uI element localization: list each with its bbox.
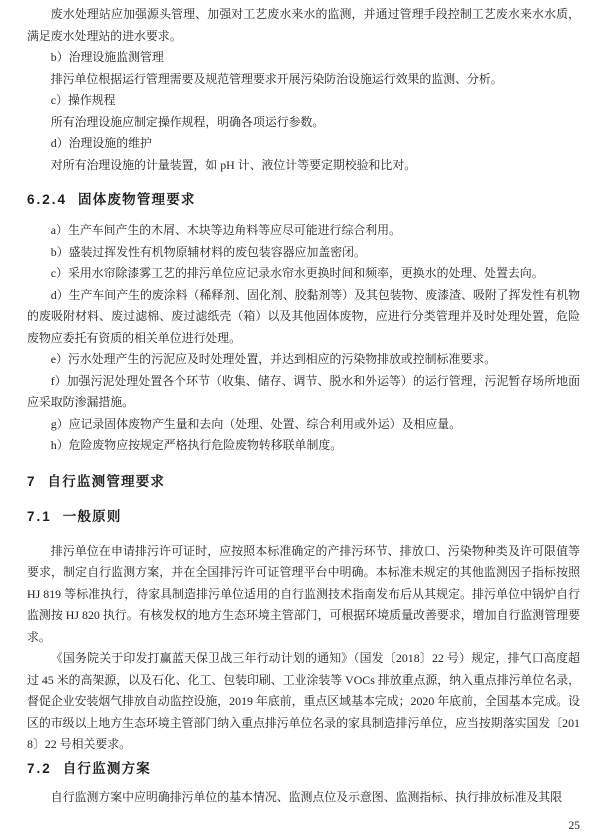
paragraph: 对所有治理设施的计量装置，如 pH 计、液位计等要定期校验和比对。 [50, 157, 417, 172]
document-body [27, 4, 580, 809]
paragraph: c）采用水帘除漆雾工艺的排污单位应记录水帘水更换时间和频率，更换水的处理、处置去向。 [50, 266, 544, 280]
paragraph: 排污单位在申请排污许可证时，应按照本标准确定的产排污环节、排放口、污染物种类及许可限值等要求，制定自行监测方案，并在全国排污许可证管理平台中明确。本标准未规定的其他监测因子指标按照 HJ 819 等标准执行，待家具制造排污单位适用的自行监测技术指南发布后从其规定。排污单位中锅炉自行监测按 HJ 820 执行。有核发权的地方生态环境主管部门，可根据环境质量改善要求，增加自行监测管理要求。 [27, 543, 580, 644]
section-number: 7.1 [27, 509, 52, 524]
paragraph: b）治理设施监测管理 [50, 50, 164, 64]
paragraph: 排污单位根据运行管理需要及规范管理要求开展污染防治设施运行效果的监测、分析。 [50, 71, 503, 86]
section-title: 自行监测管理要求 [47, 473, 166, 489]
section-heading [27, 471, 580, 493]
section-heading [27, 189, 580, 211]
paragraph: 所有治理设施应制定操作规程，明确各项运行参数。 [50, 114, 325, 129]
section-title: 一般原则 [62, 509, 122, 524]
paragraph: a）生产车间产生的木屑、木块等边角料等应尽可能进行综合利用。 [50, 223, 401, 237]
section-heading [27, 758, 580, 780]
paragraph: b）盛装过挥发性有机物原辅材料的废包装容器应加盖密闭。 [50, 244, 366, 259]
section-number: 7 [27, 473, 37, 489]
paragraph: h）危险废物应按规定严格执行危险废物转移联单制度。 [50, 438, 343, 452]
paragraph: d）治理设施的维护 [50, 136, 152, 150]
paragraph: e）污水处理产生的污泥应及时处理处置，并达到相应的污染物排放或控制标准要求。 [50, 352, 497, 366]
section-title: 自行监测方案 [62, 760, 151, 776]
paragraph: 废水处理站应加强源头管理、加强对工艺废水来水的监测，并通过管理手段控制工艺废水来水水质，满足废水处理站的进水要求。 [27, 7, 580, 43]
paragraph: 自行监测方案中应明确排污单位的基本情况、监测点位及示意图、监测指标、执行排放标准及其限 [50, 790, 563, 804]
paragraph: g）应记录固体废物产生量和去向（处理、处置、综合利用或外运）及相应量。 [50, 416, 462, 431]
section-number: 7.2 [27, 760, 52, 776]
section-heading [27, 506, 580, 528]
paragraph: c）操作规程 [50, 93, 116, 107]
paragraph: 《国务院关于印发打赢蓝天保卫战三年行动计划的通知》（国发〔2018〕22 号）规定，排气口高度超过 45 米的高架源，以及石化、化工、包装印刷、工业涂装等 VOCs 排放重点源，纳入重点排污单位名录，督促企业安装烟气排放自动监控设施，2019 年底前，重点区域基本完成；2020 年底前，全国基本完成。设区的市级以上地方生态环境主管部门纳入重点排污单位名录的家具制造排污单位，应当按期落实国发〔2018〕22 号相关要求。 [27, 651, 580, 751]
page-number: 25 [568, 819, 580, 832]
paragraph: f）加强污泥处理处置各个环节（收集、储存、调节、脱水和外运等）的运行管理，污泥暂存场所地面应采取防渗漏措施。 [27, 373, 580, 409]
section-title: 固体废物管理要求 [78, 192, 196, 207]
paragraph: d）生产车间产生的废涂料（稀释剂、固化剂、胶黏剂等）及其包装物、废漆渣、吸附了挥发性有机物的废吸附材料、废过滤棉、废过滤纸壳（箱）以及其他固体废物，应进行分类管理并及时处理处置，危险废物应委托有资质的相关单位进行处理。 [27, 287, 580, 345]
section-number: 6.2.4 [27, 192, 68, 207]
